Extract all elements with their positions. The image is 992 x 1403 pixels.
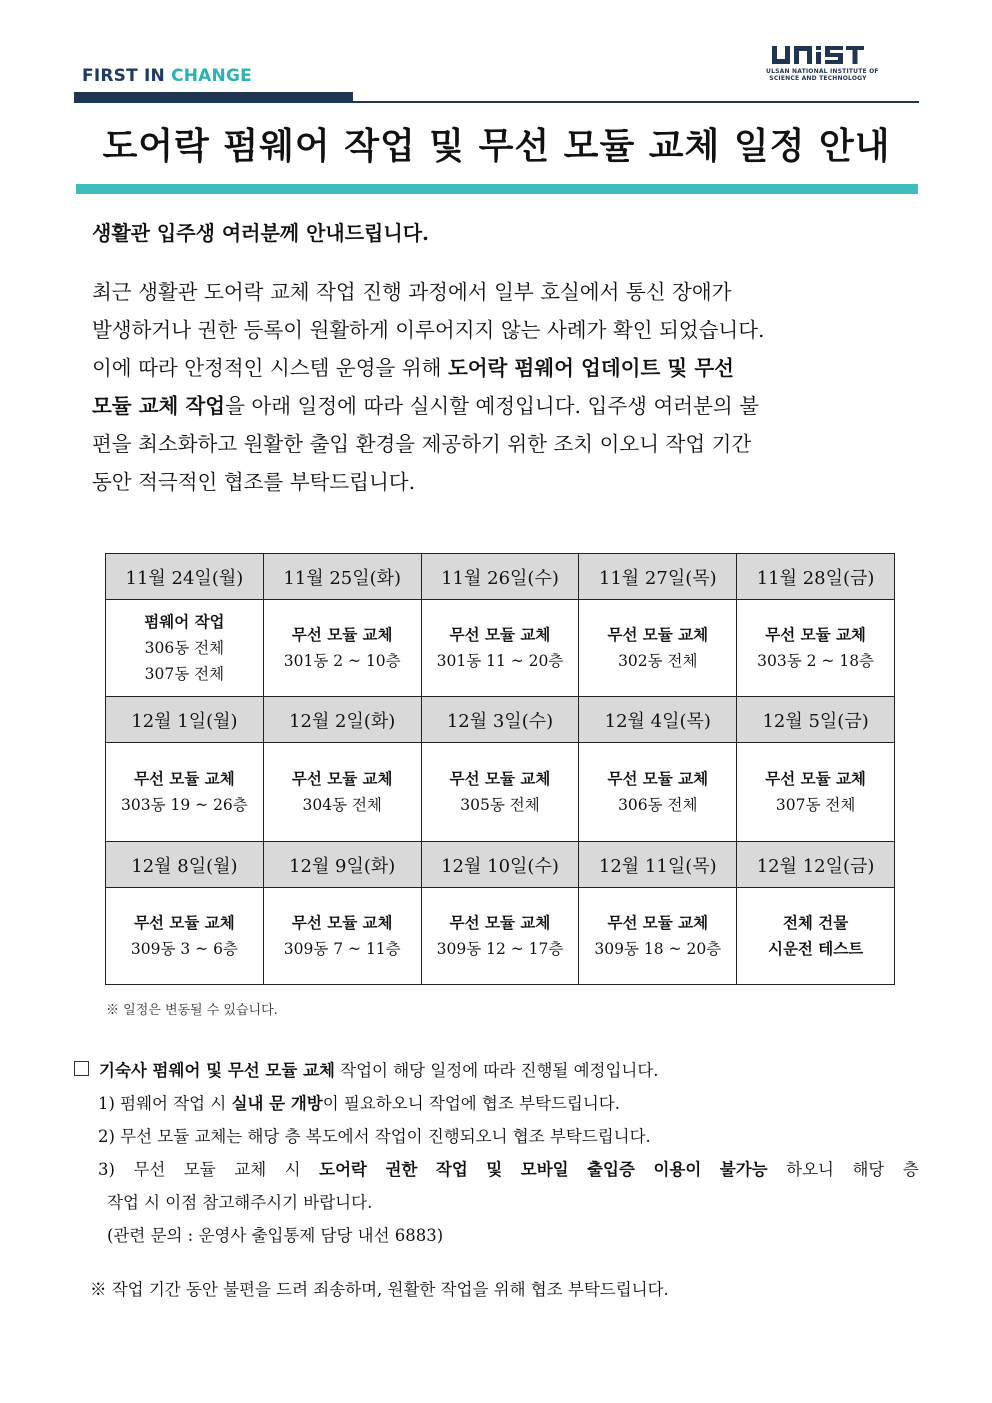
date-row (106, 697, 895, 743)
body-line: 동안 적극적인 협조를 부탁드립니다. (92, 470, 416, 494)
task-cell (263, 600, 421, 697)
body-paragraph (92, 273, 907, 501)
date-cell: 12월 10일(수) (421, 842, 579, 888)
title-underline (76, 184, 918, 194)
task-title: 무선 모듈 교체 (607, 914, 709, 932)
date-cell: 11월 27일(목) (579, 554, 737, 600)
date-cell: 11월 25일(화) (263, 554, 421, 600)
task-cell (421, 888, 579, 985)
task-cell (106, 888, 264, 985)
date-cell: 11월 28일(금) (737, 554, 895, 600)
task-title: 무선 모듈 교체 (291, 914, 393, 932)
task-cell (263, 743, 421, 842)
task-title: 무선 모듈 교체 (291, 770, 393, 788)
task-title: 전체 건물 (782, 914, 849, 932)
task-row (106, 888, 895, 985)
task-cell (737, 600, 895, 697)
task-row (106, 600, 895, 697)
date-cell: 12월 3일(수) (421, 697, 579, 743)
task-detail: 304동 전체 (302, 796, 382, 814)
date-cell: 12월 11일(목) (579, 842, 737, 888)
notes-item: 1) 펌웨어 작업 시 실내 문 개방이 필요하오니 작업에 협조 부탁드립니다. (98, 1094, 620, 1113)
task-cell (106, 600, 264, 697)
notes-item: 2) 무선 모듈 교체는 해당 층 복도에서 작업이 진행되오니 협조 부탁드립니다. (98, 1127, 651, 1146)
date-cell: 12월 2일(화) (263, 697, 421, 743)
logo-line1: ULSAN NATIONAL INSTITUTE OF (766, 68, 879, 75)
task-detail: 303동 19 ~ 26층 (121, 796, 248, 814)
notes-item: 3) 무선 모듈 교체 시 도어락 권한 작업 및 모바일 출입증 이용이 불가능 하오니 해당 층 (98, 1160, 919, 1179)
body-line: 발생하거나 권한 등록이 원활하게 이루어지지 않는 사례가 확인 되었습니다. (92, 318, 765, 342)
date-cell: 12월 12일(금) (737, 842, 895, 888)
date-cell: 12월 5일(금) (737, 697, 895, 743)
task-detail: 309동 3 ~ 6층 (130, 940, 238, 958)
task-title: 무선 모듈 교체 (449, 770, 551, 788)
schedule-footnote: ※ 일정은 변동될 수 있습니다. (106, 1003, 278, 1018)
task-detail: 309동 7 ~ 11층 (283, 940, 401, 958)
task-cell (263, 888, 421, 985)
body-line: 최근 생활관 도어락 교체 작업 진행 과정에서 일부 호실에서 통신 장애가 (92, 280, 732, 304)
body-line: 이에 따라 안정적인 시스템 운영을 위해 도어락 펌웨어 업데이트 및 무선 (92, 356, 734, 380)
task-detail: 309동 12 ~ 17층 (436, 940, 564, 958)
body-line: 모듈 교체 작업을 아래 일정에 따라 실시할 예정입니다. 입주생 여러분의 불 (92, 394, 760, 418)
task-title: 무선 모듈 교체 (291, 626, 393, 644)
notes-emphasis: 기숙사 펌웨어 및 무선 모듈 교체 (99, 1061, 335, 1080)
task-title: 무선 모듈 교체 (607, 626, 709, 644)
notes-item-continued: 작업 시 이점 참고해주시기 바랍니다. (107, 1193, 373, 1212)
task-cell (421, 743, 579, 842)
task-title: 무선 모듈 교체 (765, 770, 866, 788)
task-title: 무선 모듈 교체 (134, 770, 235, 788)
task-detail: 306동 전체 (144, 639, 225, 657)
task-row (106, 743, 895, 842)
notes-intro: 기숙사 펌웨어 및 무선 모듈 교체 작업이 해당 일정에 따라 진행될 예정입니다. (99, 1061, 659, 1080)
task-detail: 307동 전체 (775, 796, 856, 814)
greeting: 생활관 입주생 여러분께 안내드립니다. (92, 221, 429, 245)
task-detail: 302동 전체 (618, 652, 698, 670)
body-emphasis: 도어락 펌웨어 업데이트 및 무선 (447, 356, 734, 380)
notes-emphasis: 실내 문 개방 (231, 1094, 323, 1113)
schedule-table (105, 553, 895, 985)
task-detail: 309동 18 ~ 20층 (594, 940, 722, 958)
notes-section (74, 1054, 919, 1252)
task-detail: 301동 11 ~ 20층 (436, 652, 564, 670)
task-cell (579, 743, 737, 842)
task-title: 무선 모듈 교체 (607, 770, 709, 788)
unist-logo (766, 44, 879, 82)
body-emphasis: 모듈 교체 작업 (92, 394, 226, 418)
date-cell: 12월 9일(화) (263, 842, 421, 888)
task-detail: 306동 전체 (618, 796, 698, 814)
date-cell: 12월 4일(목) (579, 697, 737, 743)
task-detail: 303동 2 ~ 18층 (757, 652, 875, 670)
slogan-accent: CHANGE (171, 66, 252, 86)
logo-line2: SCIENCE AND TECHNOLOGY (769, 75, 867, 82)
task-cell (737, 743, 895, 842)
slogan (82, 66, 252, 86)
unist-logo-mark (770, 44, 866, 68)
task-cell (737, 888, 895, 985)
date-row (106, 842, 895, 888)
task-title: 무선 모듈 교체 (449, 626, 551, 644)
task-title: 무선 모듈 교체 (765, 626, 866, 644)
closing-remark: ※ 작업 기간 동안 불편을 드려 죄송하며, 원활한 작업을 위해 협조 부탁드립니다. (90, 1280, 669, 1299)
task-title: 시운전 테스트 (767, 940, 864, 958)
task-cell (421, 600, 579, 697)
task-title: 펌웨어 작업 (144, 613, 225, 631)
header-rule (74, 101, 919, 103)
task-cell (579, 600, 737, 697)
date-row (106, 554, 895, 600)
date-cell: 12월 8일(월) (106, 842, 264, 888)
task-title: 무선 모듈 교체 (134, 914, 235, 932)
document-title: 도어락 펌웨어 작업 및 무선 모듈 교체 일정 안내 (102, 126, 891, 167)
date-cell: 11월 24일(월) (106, 554, 264, 600)
task-cell (579, 888, 737, 985)
task-detail: 301동 2 ~ 10층 (283, 652, 401, 670)
task-title: 무선 모듈 교체 (449, 914, 551, 932)
slogan-main: FIRST IN (82, 66, 172, 86)
task-detail: 305동 전체 (460, 796, 540, 814)
date-cell: 12월 1일(월) (106, 697, 264, 743)
date-cell: 11월 26일(수) (421, 554, 579, 600)
task-cell (106, 743, 264, 842)
body-line: 편을 최소화하고 원활한 출입 환경을 제공하기 위한 조치 이오니 작업 기간 (92, 432, 752, 456)
contact-info: (관련 문의 : 운영사 출입통제 담당 내선 6883) (107, 1226, 444, 1245)
task-detail: 307동 전체 (144, 665, 225, 683)
